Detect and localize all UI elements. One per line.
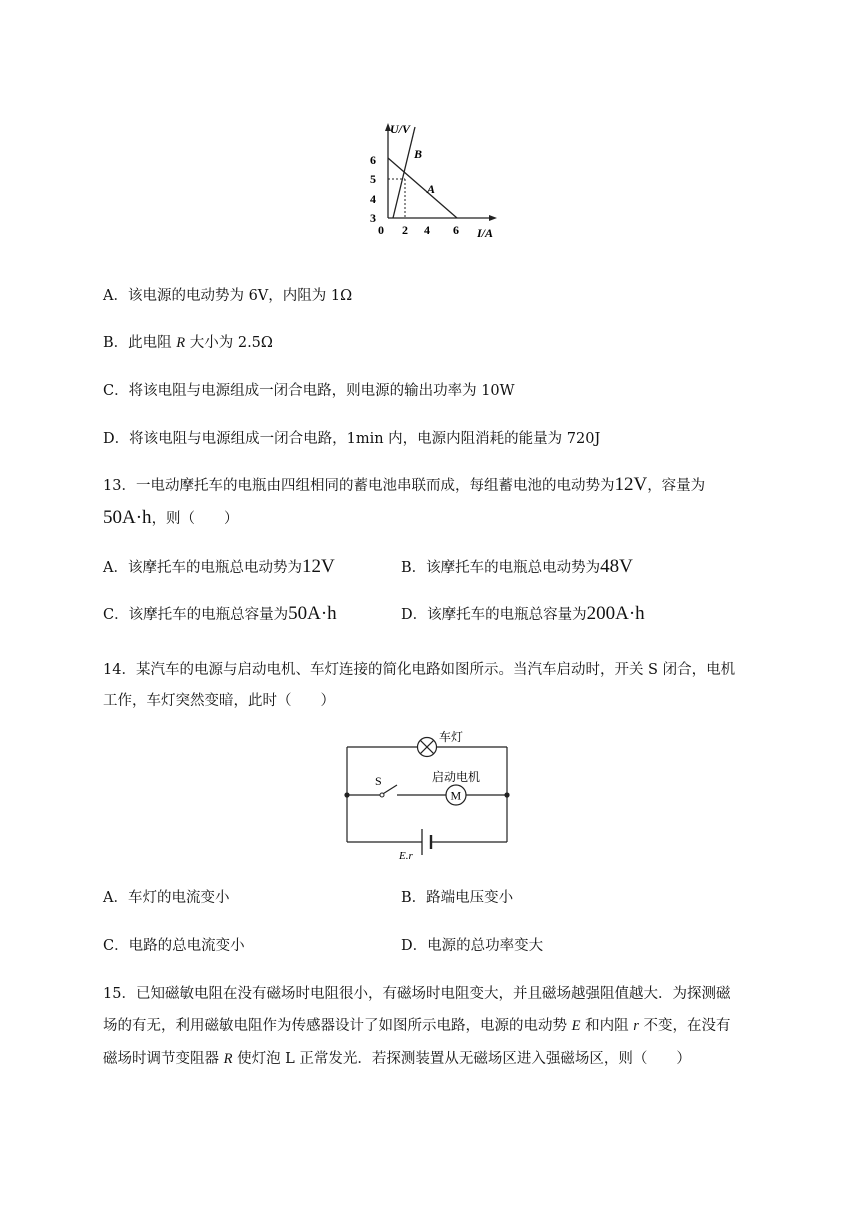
q15-stem-text-end: 不变，在没有 [638,1018,731,1034]
q13-option-c-text: C．该摩托车的电瓶总容量为 [103,607,289,623]
source-label: E.r [399,850,413,862]
y-tick-label: 4 [370,192,376,206]
q15-stem-line1: 15．已知磁敏电阻在没有磁场时电阻很小，有磁场时电阻变大，并且磁场越强阻值越大．为探测磁 [103,986,731,1002]
q15-stem-line2 [103,1014,730,1035]
q13-option-a [103,556,335,578]
q12-option-a: A．该电源的电动势为 6V，内阻为 1Ω [103,288,353,304]
motor-symbol: M [450,788,462,803]
q13-stem-line1 [103,474,705,496]
line-b-label: B [414,147,423,161]
q13-stem-text-mid: ，容量为 [647,478,706,494]
q15-stem-line3 [103,1047,691,1068]
line-a-label: A [427,182,436,196]
q13-stem-line2 [103,507,239,529]
junction-left [344,792,349,797]
q15-var-r: r [633,1018,639,1034]
line-b [393,127,415,218]
q13-option-c-value: 50A·h [288,603,337,624]
switch-blade [384,785,398,794]
motor-label: 启动电机 [432,770,481,784]
y-axis-label: U/V [390,122,411,136]
q13-stem-text-end: ，则（ ） [151,511,239,527]
q13-option-a-text: A．该摩托车的电瓶总电动势为 [103,560,302,576]
q13-option-d [401,603,645,625]
q14-option-d: D．电源的总功率变大 [401,938,544,954]
x-axis-arrow [489,215,497,221]
y-tick-label: 3 [370,211,376,225]
q12-option-c: C．将该电阻与电源组成一闭合电路，则电源的输出功率为 10W [103,383,515,399]
x-tick-label: 6 [453,223,459,237]
q13-option-a-value: 12V [301,556,335,577]
lamp-label: 车灯 [439,730,464,744]
q15-stem-text-3: 磁场时调节变阻器 [103,1051,224,1067]
junction-right [504,792,509,797]
switch-label: S [375,774,382,788]
q13-option-d-text: D．该摩托车的电瓶总容量为 [401,607,587,623]
x-tick-label: 2 [402,223,408,237]
q15-stem-text-3-end: 使灯泡 L 正常发光．若探测装置从无磁场区进入强磁场区，则（ ） [232,1051,691,1067]
q12-option-b [103,331,273,352]
q15-stem-text: 场的有无，利用磁敏电阻作为传感器设计了如图所示电路，电源的电动势 [103,1018,572,1034]
q14-option-b: B．路端电压变小 [401,890,514,906]
q13-option-d-value: 200A·h [586,603,645,624]
ui-graph-figure [360,115,510,245]
q12-option-b-text-end: 大小为 2.5Ω [185,335,273,351]
q14-stem-line1: 14．某汽车的电源与启动电机、车灯连接的简化电路如图所示。当汽车启动时，开关 S 闭合，电机 [103,662,736,678]
x-axis-label: I/A [477,226,494,240]
y-tick-label: 6 [370,153,376,167]
line-a [388,158,457,218]
circuit-figure [335,722,525,864]
q13-option-b-value: 48V [600,556,633,577]
q14-option-a: A．车灯的电流变小 [103,890,230,906]
q13-option-b-text: B．该摩托车的电瓶总电动势为 [401,560,601,576]
q13-capacity-value: 50A·h [103,507,152,528]
q13-stem-text: 13．一电动摩托车的电瓶由四组相同的蓄电池串联而成，每组蓄电池的电动势为 [103,478,615,494]
q15-var-e: E [571,1018,581,1034]
x-tick-label: 4 [424,223,430,237]
switch-icon [380,793,384,797]
q15-var-rheostat: R [223,1051,233,1067]
q13-option-b [401,556,633,578]
q14-stem-line2: 工作，车灯突然变暗，此时（ ） [103,693,335,709]
q14-option-c: C．电路的总电流变小 [103,938,245,954]
q12-option-b-var: R [176,335,186,351]
q12-option-b-text: B．此电阻 [103,335,177,351]
q13-option-c [103,603,337,625]
y-tick-label: 5 [370,172,376,186]
x-tick-label: 0 [378,223,384,237]
q13-emf-value: 12V [614,474,648,495]
q15-stem-text-mid: 和内阻 [580,1018,634,1034]
q12-option-d: D．将该电阻与电源组成一闭合电路，1min 内，电源内阻消耗的能量为 720J [103,431,601,447]
